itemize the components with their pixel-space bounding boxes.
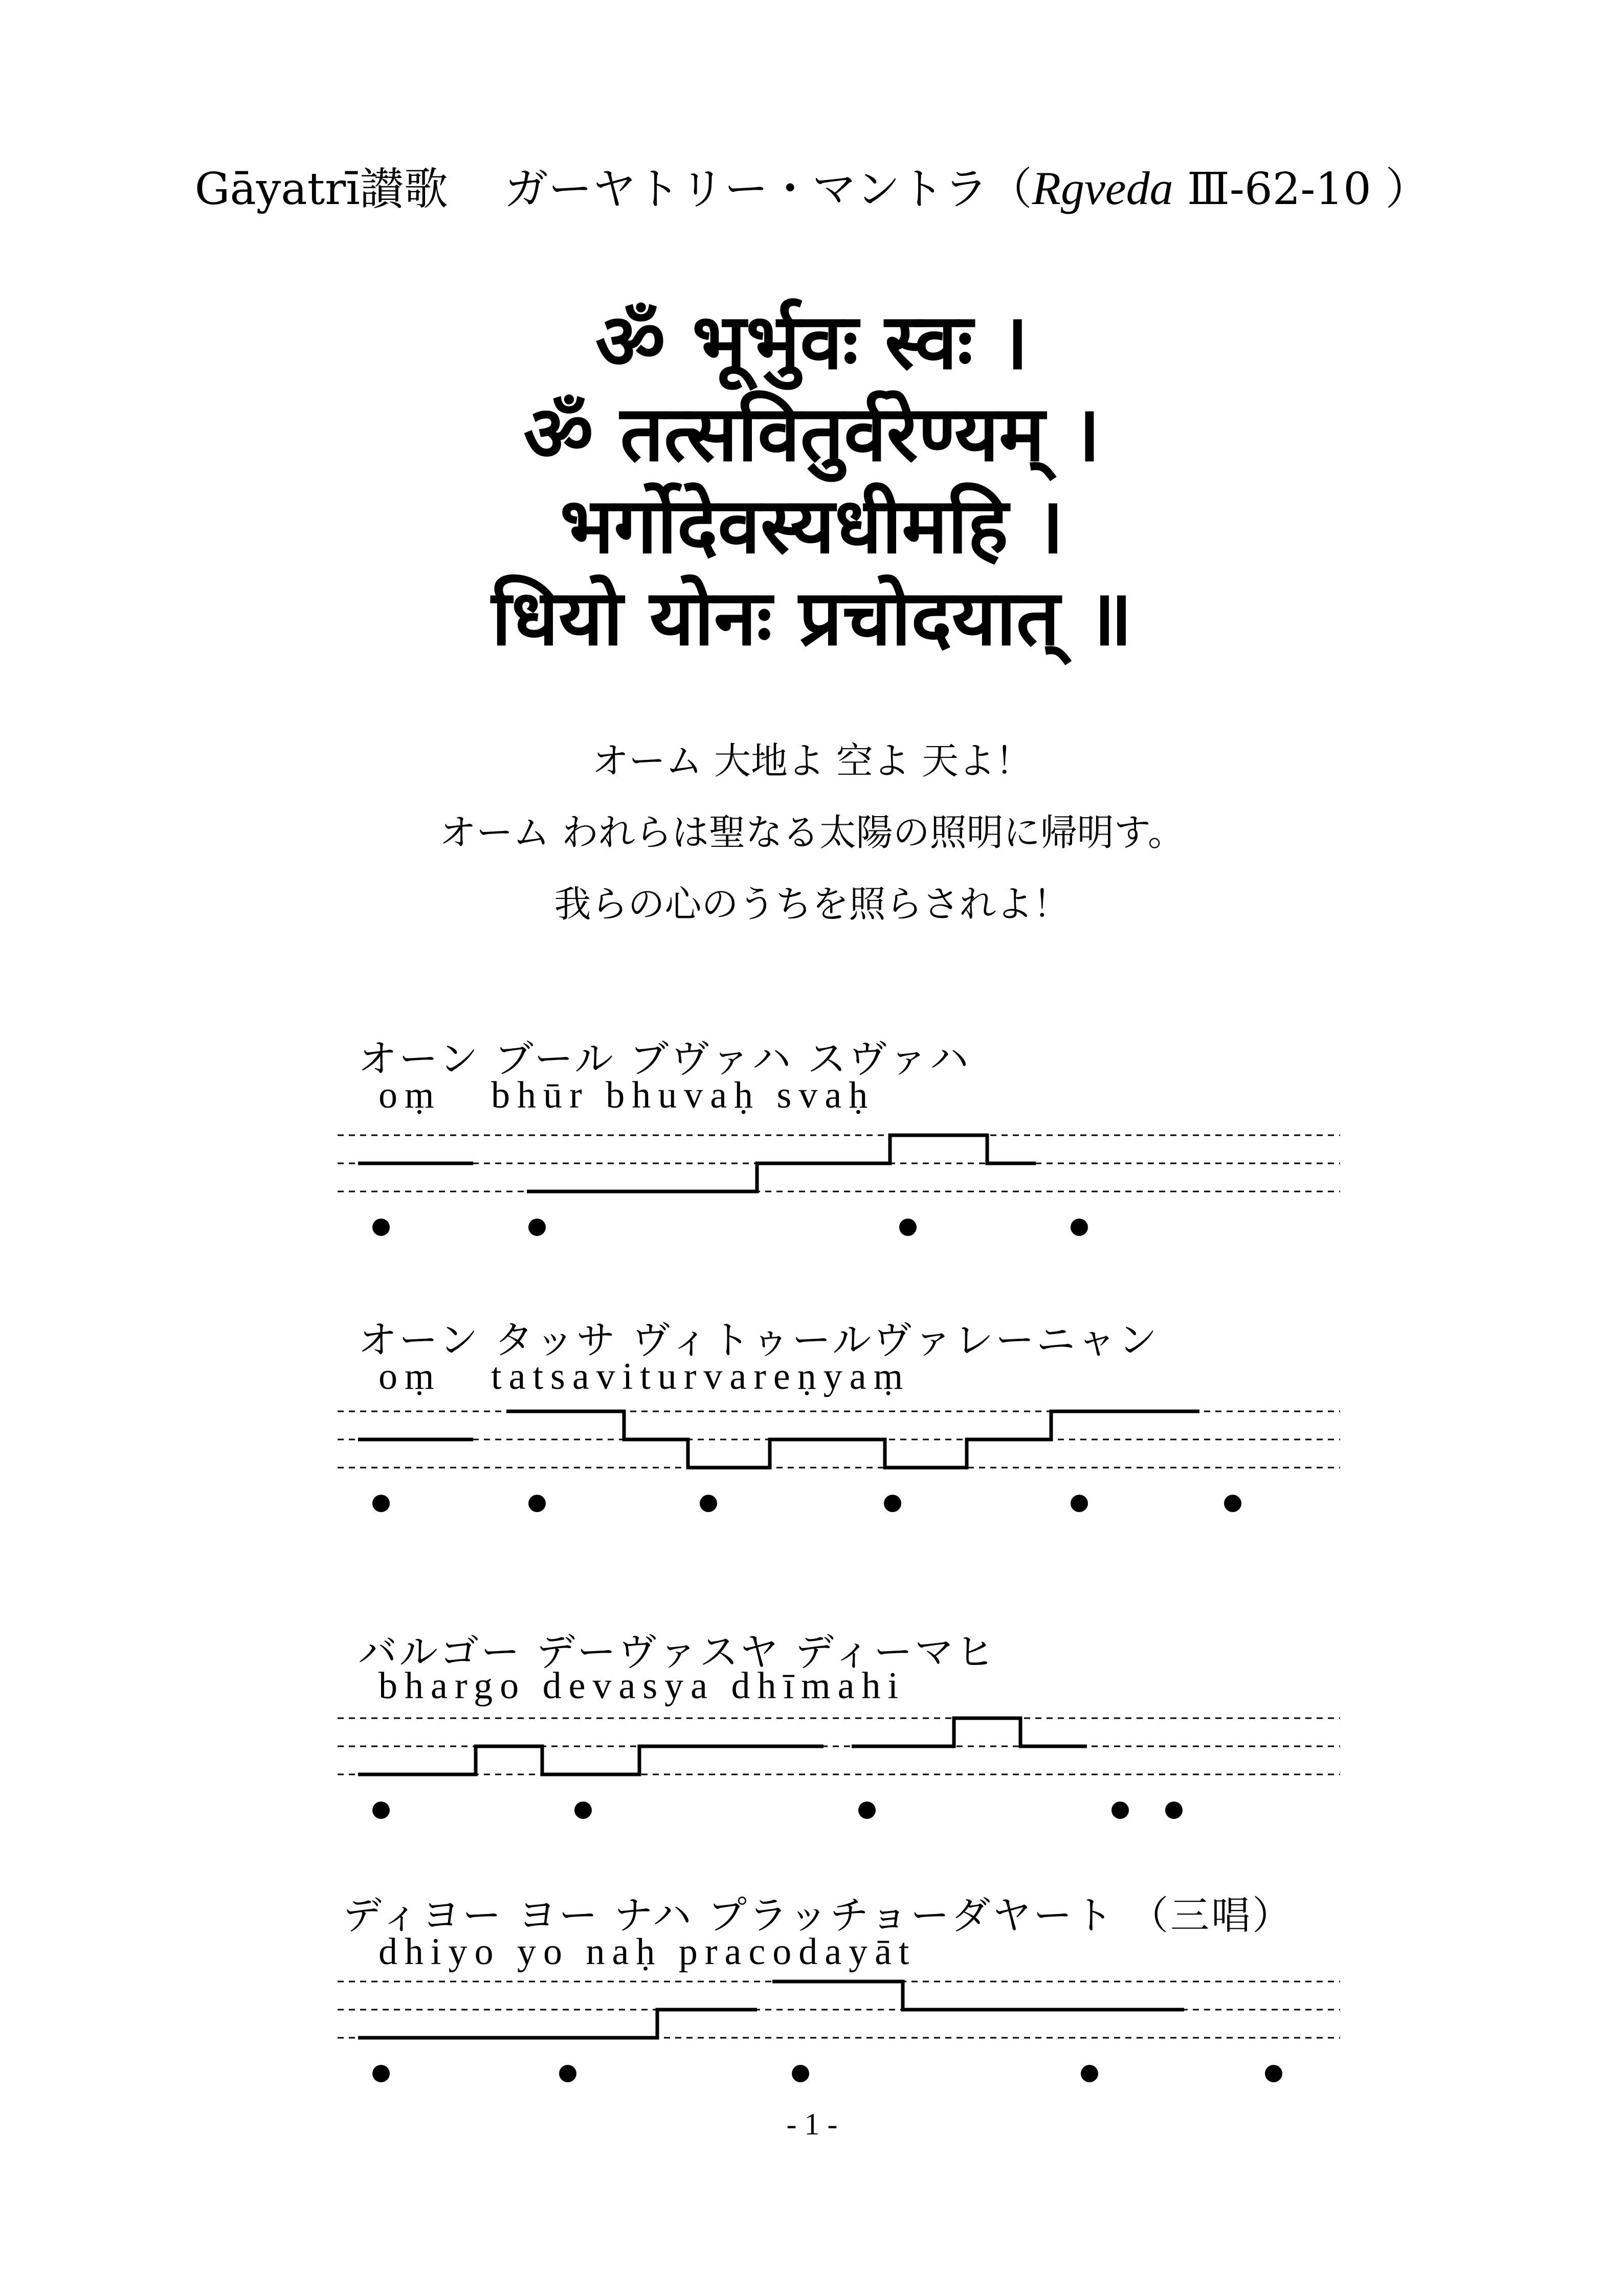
verse-1-romanization: oṃ bhūr bhuvaḥ svaḥ <box>379 1074 875 1116</box>
sanskrit-line-1: ॐ भूर्भुवः स्वः । <box>595 298 1029 387</box>
verse-3-katakana: バルゴー デーヴァスヤ ディーマヒ <box>358 1629 996 1675</box>
sanskrit-line-2: ॐ तत्सवितुर्वरेण्यम् । <box>523 390 1101 479</box>
sanskrit-line-3: भर्गोदेवस्यधीमहि । <box>560 482 1064 571</box>
verse-1-pitch-staff <box>0 1125 1624 1258</box>
translation-line-3: 我らの心のうちを照らされよ！ <box>554 883 1070 926</box>
beat-dots <box>372 1802 1183 1819</box>
page-number: - 1 - <box>786 2107 838 2141</box>
staff-guide-lines <box>338 1982 1340 2038</box>
title-reference: Ⅲ-62-10 ） <box>1187 164 1430 215</box>
verse-2-katakana: オーン タッサ ヴィトゥールヴァレーニャン <box>358 1317 1160 1363</box>
beat-dots <box>372 1495 1241 1512</box>
title-katakana: ガーヤトリー・マントラ（ <box>504 164 1032 215</box>
verse-4-romanization: dhiyo yo naḥ pracodayāt <box>379 1931 917 1973</box>
verse-3-romanization: bhargo devasya dhīmahi <box>379 1665 906 1707</box>
beat-dots <box>372 2065 1282 2082</box>
translation-line-2: オーム われらは聖なる太陽の照明に帰明す。 <box>439 811 1185 854</box>
page-title <box>0 153 1624 217</box>
verse-4-katakana: ディヨー ヨー ナハ プラッチョーダヤート （三唱） <box>343 1893 1294 1938</box>
verse-1-katakana: オーン ブール ブヴァハ スヴァハ <box>358 1036 971 1082</box>
title-left: Gāyatrī讃歌 <box>194 164 448 215</box>
verse-3-pitch-staff <box>0 1708 1624 1841</box>
verse-2-pitch-staff <box>0 1401 1624 1534</box>
sanskrit-line-4: धियो योनः प्रचोदयात् ॥ <box>491 574 1133 663</box>
translation-line-1: オーム 大地よ 空よ 天よ！ <box>592 739 1032 782</box>
title-source: Rgveda <box>1032 162 1173 214</box>
verse-2-romanization: oṃ tatsaviturvareṇyaṃ <box>379 1356 910 1398</box>
verse-4-pitch-staff <box>0 1971 1624 2104</box>
beat-dots <box>372 1219 1088 1236</box>
